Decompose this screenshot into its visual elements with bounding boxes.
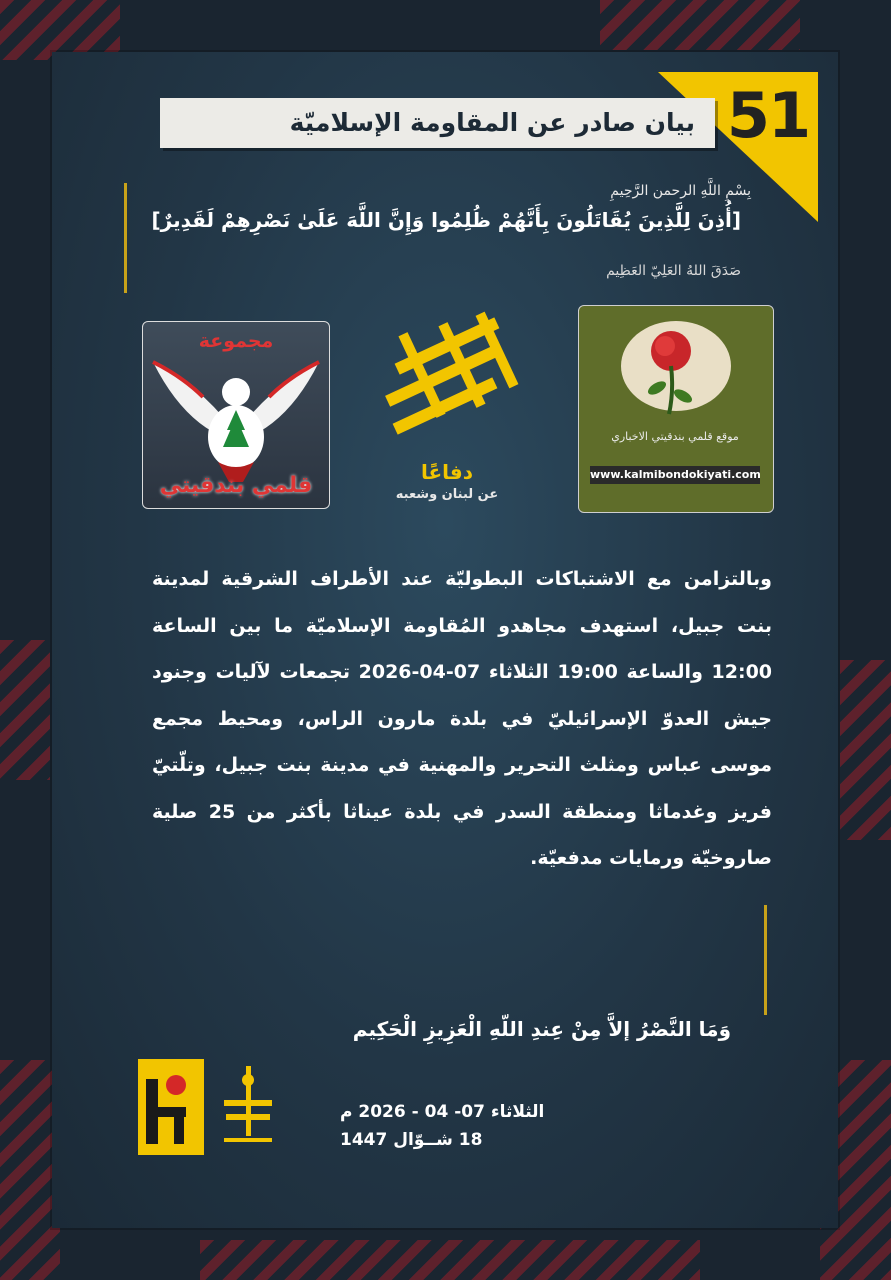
quran-verse: [أُذِنَ لِلَّذِينَ يُقَاتَلُونَ بِأَنَّهُمْ ظُلِمُوا وَإِنَّ اللَّهَ عَلَىٰ نَصْرِهِمْ لَقَدِيرٌ] xyxy=(151,208,741,232)
group-logo-name: قلمي بندقيتي xyxy=(159,473,313,498)
group-logo xyxy=(142,321,330,509)
statement-body: وبالتزامن مع الاشتباكات البطوليّة عند الأطراف الشرقية لمدينة بنت جبيل، استهدف مجاهدو المُقاومة الإسلاميّة ما بين الساعة 12:00 والساعة 19:00 الثلاثاء 07-04-2026 تجمعات لآليات وجنود جيش العدوّ الإسرائيليّ في بلدة مارون الراس، ومحيط مجمع موسى عباس ومثلث التحرير والمهنية في مدينة بنت جبيل، وتلّتيّ فريز وغدماثا ومنطقة السدر في بلدة عيناثا بأكثر من 25 صلية صاروخيّة ورمايات مدفعيّة. xyxy=(152,568,773,869)
resistance-emblem-icon xyxy=(138,1059,204,1155)
campaign-slogan: دفاعًا xyxy=(420,460,474,484)
left-accent-line xyxy=(124,183,127,293)
rose-icon xyxy=(579,306,773,426)
news-site-url: www.kalmibondokiyati.com xyxy=(590,466,760,484)
date-gregorian: الثلاثاء 07- 04 - 2026 م xyxy=(340,1102,545,1122)
news-site-label: موقع قلمي بندقيتي الاخباري xyxy=(611,430,739,443)
verse-closing: صَدَقَ اللهُ العَلِيّ العَظِيم xyxy=(606,263,741,279)
title-bar xyxy=(160,98,715,148)
date-hijri: 18 شــوّال 1447 xyxy=(340,1130,483,1150)
party-emblem-icon xyxy=(212,1060,284,1156)
closing-verse: وَمَا النَّصْرُ إلاَّ مِنْ عِندِ اللّهِ الْعَزِيزِ الْحَكِيم xyxy=(352,1017,731,1041)
campaign-subtitle: عن لبنان وشعبه xyxy=(395,487,499,502)
page-title: بيان صادر عن المقاومة الإسلاميّة xyxy=(289,108,695,137)
group-logo-title: مجموعة xyxy=(198,330,274,352)
right-accent-line xyxy=(764,905,767,1015)
campaign-logo xyxy=(362,300,532,515)
statement-number: 51 xyxy=(726,79,810,152)
calligraphy-emblem-icon xyxy=(362,300,532,460)
basmala: بِسْمِ اللَّهِ الرحمن الرَّحِيمِ xyxy=(610,183,751,199)
